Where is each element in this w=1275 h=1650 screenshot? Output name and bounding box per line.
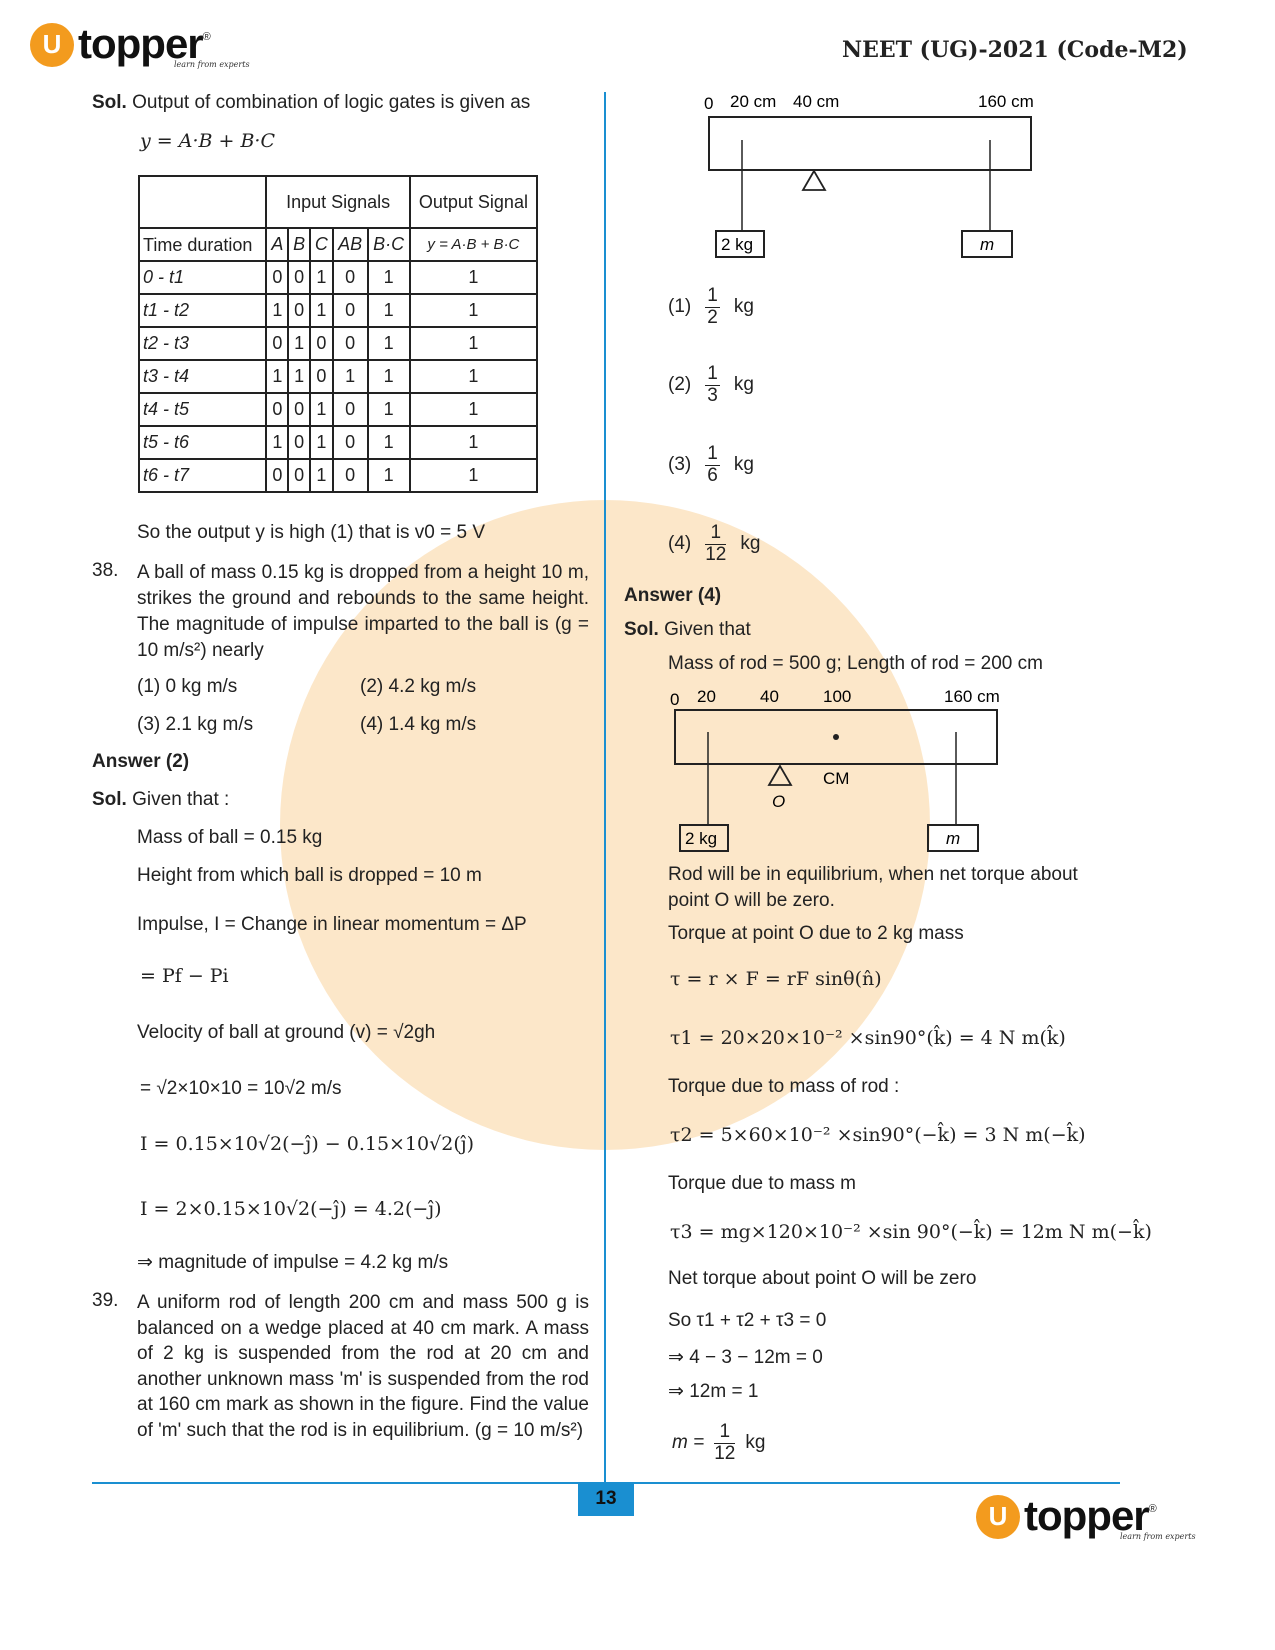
table-header-cell: B xyxy=(288,228,310,261)
table-cell: 0 xyxy=(266,393,288,426)
q38-option-2: (2) 4.2 kg m/s xyxy=(360,676,477,697)
fig1-label-40: 40 cm xyxy=(793,92,840,111)
logic-formula: y = A·B + B·C xyxy=(140,130,275,152)
q38-answer: Answer (2) xyxy=(92,751,190,772)
table-header-cell: AB xyxy=(333,228,368,261)
table-cell: 1 xyxy=(368,426,410,459)
table-cell: 0 xyxy=(333,294,368,327)
rod-figure-solution xyxy=(660,680,1040,860)
table-cell: 1 xyxy=(310,294,333,327)
table-cell: 1 xyxy=(310,459,333,492)
table-cell: t4 - t5 xyxy=(139,393,266,426)
fig2-label-40: 40 xyxy=(760,687,779,706)
table-cell: 1 xyxy=(310,261,333,294)
table-cell: 0 xyxy=(288,393,310,426)
table-cell: t1 - t2 xyxy=(139,294,266,327)
table-cell: 0 xyxy=(288,294,310,327)
sol-line: Given that : xyxy=(132,789,230,810)
sol-line: Rod will be in equilibrium, when net torque about point O will be zero. xyxy=(668,864,1078,911)
page-title: NEET (UG)-2021 (Code-M2) xyxy=(842,37,1188,63)
option-fraction: $\frac{1}{3}$ xyxy=(707,362,718,406)
q39-option-4 xyxy=(668,519,760,569)
option-fraction: $\frac{1}{6}$ xyxy=(707,442,718,486)
fig1-rod xyxy=(709,117,1031,170)
table-cell: t3 - t4 xyxy=(139,360,266,393)
option-label: (3) xyxy=(668,454,692,475)
fig1-label-160: 160 cm xyxy=(978,92,1034,111)
logo-icon: U xyxy=(976,1495,1020,1539)
fig1-label-20: 20 cm xyxy=(730,92,777,111)
logo-text: topper xyxy=(1024,1492,1149,1539)
table-cell: t5 - t6 xyxy=(139,426,266,459)
table-cell: 1 xyxy=(310,393,333,426)
q39-sol xyxy=(624,619,751,641)
table-cell: 0 xyxy=(266,261,288,294)
sol-line: ⇒ 12m = 1 xyxy=(668,1381,759,1402)
table-cell: 0 xyxy=(288,459,310,492)
rod-figure-question xyxy=(690,85,1070,265)
sol-line: τ1 = 20×20×10⁻² ×sin90°(k̂) = 4 N m(k̂) xyxy=(670,1027,1066,1049)
fig2-mass-2kg-label: 2 kg xyxy=(685,829,718,848)
sol-label: Sol. xyxy=(92,789,127,810)
sol-line: Height from which ball is dropped = 10 m xyxy=(137,865,482,886)
logo-reg: ® xyxy=(202,31,211,43)
sol-block-37 xyxy=(92,92,530,114)
option-fraction: $\frac{1}{2}$ xyxy=(707,284,718,328)
sol-line: = Pf − Pi xyxy=(140,965,229,987)
q38-option-3: (3) 2.1 kg m/s xyxy=(137,714,254,735)
table-cell: 1 xyxy=(410,327,537,360)
table-row xyxy=(139,459,537,492)
sol-text: Output of combination of logic gates is given as xyxy=(132,92,531,113)
table-cell: 0 xyxy=(333,261,368,294)
table-cell: 1 xyxy=(266,426,288,459)
sol-label: Sol. xyxy=(624,619,659,640)
sol-line: Mass of ball = 0.15 kg xyxy=(137,827,323,848)
fig2-label-0: 0 xyxy=(670,690,680,709)
table-header-cell: y = A·B + B·C xyxy=(410,228,537,261)
sol-line: ⇒ 4 − 3 − 12m = 0 xyxy=(668,1347,823,1368)
fig2-label-20: 20 xyxy=(697,687,716,706)
table-cell: 0 xyxy=(333,327,368,360)
fig2-o-label: O xyxy=(772,792,786,811)
fig2-cm-label: CM xyxy=(823,769,850,788)
truth-table xyxy=(138,175,538,493)
table-cell: 0 xyxy=(266,327,288,360)
q39-number: 39. xyxy=(92,1290,119,1311)
option-unit: kg xyxy=(733,374,754,395)
q39-text: A uniform rod of length 200 cm and mass 500 g is balanced on a wedge placed at 40 cm mark. A mass of 2 kg is suspended from the rod at 20 cm and another unknown mass 'm' is suspended from the rod at 160 cm mark as shown in the figure. Find the value of 'm' such that the rod is in equilibrium. (g = 10 m/s²) xyxy=(137,1292,589,1441)
sol-line: ⇒ magnitude of impulse = 4.2 kg m/s xyxy=(137,1252,449,1273)
sol-line: So τ1 + τ2 + τ3 = 0 xyxy=(668,1310,827,1331)
logo-tagline: learn from experts xyxy=(174,60,250,69)
table-cell: 1 xyxy=(368,360,410,393)
q39-answer: Answer (4) xyxy=(624,585,722,606)
final-unit: kg xyxy=(745,1432,766,1453)
table-cell: 0 xyxy=(310,327,333,360)
table-cell: 1 xyxy=(410,294,537,327)
q39-option-1 xyxy=(668,282,754,332)
option-label: (4) xyxy=(668,533,692,554)
table-group-blank xyxy=(139,176,266,228)
q38-sol xyxy=(92,789,229,811)
table-cell: 1 xyxy=(288,327,310,360)
q38-text: A ball of mass 0.15 kg is dropped from a height 10 m, strikes the ground and rebounds to the same height. The magnitude of impulse imparted to the ball is (g = 10 m/s²) nearly xyxy=(137,562,589,661)
table-cell: t6 - t7 xyxy=(139,459,266,492)
fig1-label-0: 0 xyxy=(704,94,714,113)
table-cell: 0 xyxy=(288,426,310,459)
table-cell: 1 xyxy=(410,360,537,393)
final-answer xyxy=(672,1418,765,1468)
fig2-wedge xyxy=(769,766,791,785)
option-unit: kg xyxy=(733,296,754,317)
sol-line: Impulse, I = Change in linear momentum = ΔP xyxy=(137,914,527,935)
table-body xyxy=(139,261,537,492)
table-row xyxy=(139,327,537,360)
table-cell: 0 xyxy=(266,459,288,492)
table-header-cell: A xyxy=(266,228,288,261)
fig1-mass-m-label: m xyxy=(980,235,995,254)
table-row xyxy=(139,393,537,426)
table-group-input: Input Signals xyxy=(266,176,409,228)
q39-option-3 xyxy=(668,440,754,490)
sol-line: Torque due to mass of rod : xyxy=(668,1076,900,1097)
option-fraction: $\frac{1}{12}$ xyxy=(705,521,727,565)
table-cell: 1 xyxy=(368,459,410,492)
option-unit: kg xyxy=(733,454,754,475)
sol-line: τ = r × F = rF sinθ(n̂) xyxy=(670,968,882,990)
footer-logo xyxy=(976,1492,1196,1541)
table-header-cell: Time duration xyxy=(139,228,266,261)
table-row xyxy=(139,294,537,327)
fig2-label-100: 100 xyxy=(823,687,852,706)
final-prefix: m = xyxy=(672,1432,705,1453)
table-cell: 1 xyxy=(368,294,410,327)
final-fraction: $\frac{1}{12}$ xyxy=(714,1420,736,1464)
table-row xyxy=(139,261,537,294)
table-row xyxy=(139,360,537,393)
sol-line: Net torque about point O will be zero xyxy=(668,1268,977,1289)
logo-icon: U xyxy=(30,23,74,67)
table-cell: 1 xyxy=(410,459,537,492)
sol-line: τ2 = 5×60×10⁻² ×sin90°(−k̂) = 3 N m(−k̂) xyxy=(670,1124,1086,1146)
fig2-cm-dot xyxy=(833,734,839,740)
table-header-row xyxy=(139,228,537,261)
q39-option-2 xyxy=(668,360,754,410)
logo-text: topper xyxy=(78,20,203,67)
table-cell: 0 xyxy=(310,360,333,393)
sol-line: I = 2×0.15×10√2(−ĵ) = 4.2(−ĵ) xyxy=(140,1198,442,1220)
table-cell: 1 xyxy=(410,426,537,459)
fig1-mass-2kg-label: 2 kg xyxy=(721,235,754,254)
table-cell: 0 xyxy=(288,261,310,294)
table-cell: t2 - t3 xyxy=(139,327,266,360)
table-cell: 1 xyxy=(410,261,537,294)
sol-line: Torque at point O due to 2 kg mass xyxy=(668,923,964,944)
sol-label: Sol. xyxy=(92,92,127,113)
sol-line: = √2×10×10 = 10√2 m/s xyxy=(140,1078,342,1099)
table-cell: 0 xyxy=(333,426,368,459)
table-cell: 0 - t1 xyxy=(139,261,266,294)
fig2-mass-m-label: m xyxy=(946,829,961,848)
table-cell: 1 xyxy=(310,426,333,459)
fig1-wedge xyxy=(803,171,825,190)
fig2-label-160: 160 cm xyxy=(944,687,1000,706)
sol-intro: Given that xyxy=(664,619,751,640)
table-cell: 0 xyxy=(333,459,368,492)
table-cell: 0 xyxy=(333,393,368,426)
q38-number: 38. xyxy=(92,560,119,581)
page-number: 13 xyxy=(578,1484,634,1516)
table-header-cell: B·C xyxy=(368,228,410,261)
option-unit: kg xyxy=(740,533,761,554)
table-row xyxy=(139,426,537,459)
option-label: (2) xyxy=(668,374,692,395)
sol-line: τ3 = mg×120×10⁻² ×sin 90°(−k̂) = 12m N m(−k̂) xyxy=(670,1221,1152,1243)
option-label: (1) xyxy=(668,296,692,317)
header-logo xyxy=(30,20,250,69)
table-cell: 1 xyxy=(266,360,288,393)
output-note: So the output y is high (1) that is v0 = 5 V xyxy=(137,522,486,543)
table-cell: 1 xyxy=(266,294,288,327)
logo-reg: ® xyxy=(1148,1503,1157,1515)
table-group-output: Output Signal xyxy=(410,176,537,228)
table-cell: 1 xyxy=(368,261,410,294)
q38-option-4: (4) 1.4 kg m/s xyxy=(360,714,477,735)
sol-line: I = 0.15×10√2(−ĵ) − 0.15×10√2(ĵ) xyxy=(140,1133,475,1155)
column-divider xyxy=(604,92,606,1484)
table-cell: 1 xyxy=(333,360,368,393)
table-header-cell: C xyxy=(310,228,333,261)
table-cell: 1 xyxy=(368,393,410,426)
table-cell: 1 xyxy=(368,327,410,360)
logo-tagline: learn from experts xyxy=(1120,1532,1196,1541)
q38-option-1: (1) 0 kg m/s xyxy=(137,676,238,697)
given-line: Mass of rod = 500 g; Length of rod = 200 cm xyxy=(668,653,1043,674)
sol-line: Velocity of ball at ground (v) = √2gh xyxy=(137,1022,436,1043)
sol-line: Torque due to mass m xyxy=(668,1173,856,1194)
table-cell: 1 xyxy=(288,360,310,393)
table-cell: 1 xyxy=(410,393,537,426)
